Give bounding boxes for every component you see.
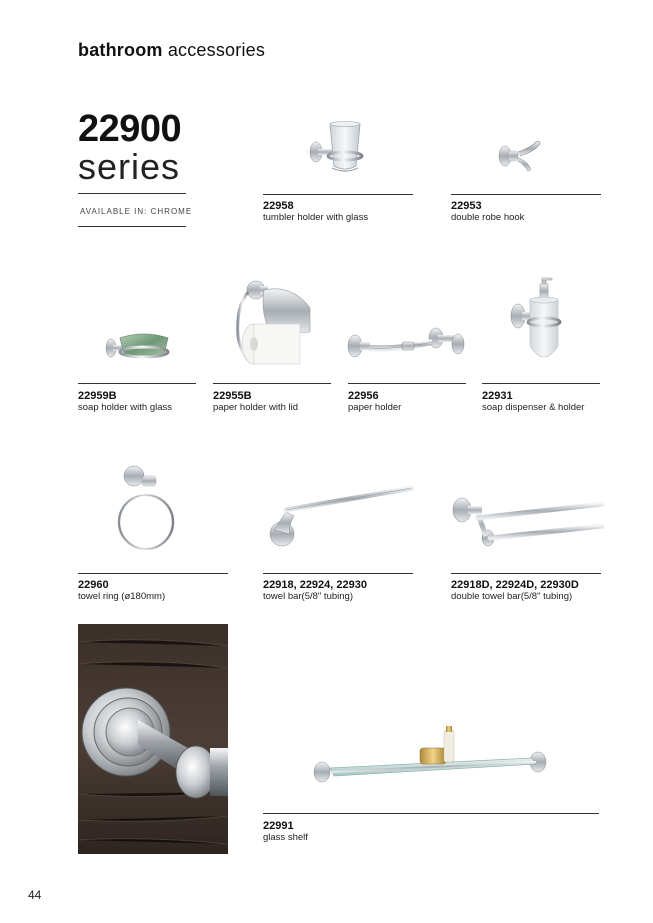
towel-ring-image <box>112 464 178 568</box>
product-code: 22958 <box>263 200 294 212</box>
header-bold: bathroom <box>78 40 163 60</box>
paper-holder-image <box>346 326 468 364</box>
rule-22931 <box>482 383 600 384</box>
page-header <box>78 40 265 61</box>
product-desc: soap dispenser & holder <box>482 402 585 413</box>
soap-dispenser-image <box>508 276 564 368</box>
rule-22958 <box>263 194 413 195</box>
rule-22956 <box>348 383 466 384</box>
page-number: 44 <box>28 888 42 902</box>
product-code: 22953 <box>451 200 482 212</box>
robe-hook-image <box>496 138 544 174</box>
product-desc: towel ring (ø180mm) <box>78 591 166 602</box>
header-light: accessories <box>167 40 266 60</box>
product-desc: towel bar(5/8" tubing) <box>263 591 353 602</box>
soap-holder-image <box>104 328 172 364</box>
series-rule-top <box>78 193 186 194</box>
product-desc: double robe hook <box>451 212 525 223</box>
product-desc: glass shelf <box>263 832 308 843</box>
product-desc: soap holder with glass <box>78 402 172 413</box>
product-desc: paper holder <box>348 402 402 413</box>
product-code: 22960 <box>78 579 109 591</box>
glass-shelf-image <box>312 724 554 790</box>
rule-22960 <box>78 573 228 574</box>
product-code: 22956 <box>348 390 379 402</box>
series-number: 22900 <box>78 108 182 150</box>
product-code: 22918D, 22924D, 22930D <box>451 579 579 591</box>
rule-22991 <box>263 813 599 814</box>
closeup-photo <box>78 624 228 854</box>
product-desc: double towel bar(5/8" tubing) <box>451 591 573 602</box>
rule-22918 <box>263 573 413 574</box>
product-code: 22955B <box>213 390 252 402</box>
product-code: 22931 <box>482 390 513 402</box>
product-code: 22959B <box>78 390 117 402</box>
paper-holder-lid-image <box>232 276 316 368</box>
towel-bar-image <box>264 482 416 552</box>
availability-note: AVAILABLE IN: CHROME <box>80 207 193 216</box>
rule-22953 <box>451 194 601 195</box>
tumbler-holder-image <box>308 120 368 180</box>
double-towel-bar-image <box>450 490 606 550</box>
product-desc: tumbler holder with glass <box>263 212 369 223</box>
rule-22955B <box>213 383 331 384</box>
rule-22959B <box>78 383 196 384</box>
series-word: series <box>78 146 181 187</box>
product-desc: paper holder with lid <box>213 402 299 413</box>
product-code: 22918, 22924, 22930 <box>263 579 367 591</box>
rule-22918D <box>451 573 601 574</box>
product-code: 22991 <box>263 820 294 832</box>
series-rule-bottom <box>78 226 186 227</box>
